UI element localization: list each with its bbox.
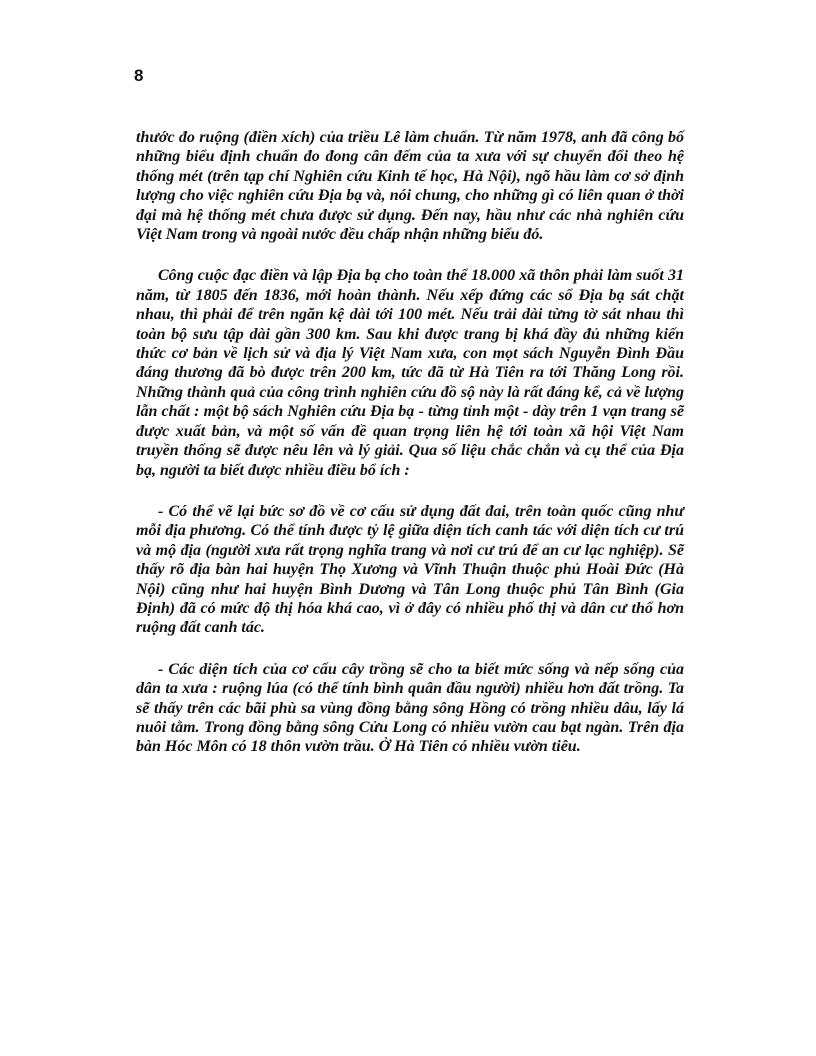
paragraph-4: - Các diện tích của cơ cấu cây trồng sẽ cho ta biết mức sống và nếp sống của dân ta xưa : ruộng lúa (có thể tính bình quân đầu người) nhiều hơn đất trồng. Ta sẽ thấy trên các bãi phù sa vùng đồng bằng sông Hồng có trồng nhiều dâu, lấy lá nuôi tằm. Trong đồng bằng sông Cửu Long có nhiều vườn cau bạt ngàn. Trên địa bàn Hóc Môn có 18 thôn vườn trầu. Ở Hà Tiên có nhiều vườn tiêu.	[136, 660, 684, 756]
paragraph-gap	[136, 638, 684, 660]
page-number: 8	[134, 66, 144, 85]
paragraph-gap	[136, 244, 684, 266]
page-body	[136, 128, 684, 757]
paragraph-3: - Có thể vẽ lại bức sơ đồ về cơ cấu sử dụng đất đai, trên toàn quốc cũng như mỗi địa phương. Có thể tính được tỷ lệ giữa diện tích canh tác với diện tích cư trú và mộ địa (người xưa rất trọng nghĩa trang và nơi cư trú để an cư lạc nghiệp). Sẽ thấy rõ địa bàn hai huyện Thọ Xương và Vĩnh Thuận thuộc phủ Hoài Đức (Hà Nội) cũng như hai huyện Bình Dương và Tân Long thuộc phủ Tân Bình (Gia Định) đã có mức độ thị hóa khá cao, vì ở đây có nhiều phố thị và dân cư thổ hơn ruộng đất canh tác.	[136, 502, 684, 637]
paragraph-2: Công cuộc đạc điền và lập Địa bạ cho toàn thể 18.000 xã thôn phải làm suốt 31 năm, từ 1805 đến 1836, mới hoàn thành. Nếu xếp đứng các sổ Địa bạ sát chặt nhau, thì phải để trên ngăn kệ dài tới 100 mét. Nếu trải dài từng tờ sát nhau thì toàn bộ sưu tập dài gần 300 km. Sau khi được trang bị khá đầy đủ những kiến thức cơ bản về lịch sử và địa lý Việt Nam xưa, con mọt sách Nguyễn Đình Đầu đáng thương đã bò được trên 200 km, tức đã từ Hà Tiên ra tới Thăng Long rồi. Những thành quả của công trình nghiên cứu đồ sộ này là rất đáng kể, cả về lượng lẫn chất : một bộ sách Nghiên cứu Địa bạ - từng tỉnh một - dày trên 1 vạn trang sẽ được xuất bản, và một số vấn đề quan trọng liên hệ tới toàn xã hội Việt Nam truyền thống sẽ được nêu lên và lý giải. Qua số liệu chắc chắn và cụ thể của Địa bạ, người ta biết được nhiều điều bổ ích :	[136, 267, 684, 479]
paragraph-1: thước đo ruộng (điền xích) của triều Lê làm chuẩn. Từ năm 1978, anh đã công bố những biểu định chuẩn đo đong cân đếm của ta xưa với sự chuyển đổi theo hệ thống mét (trên tạp chí Nghiên cứu Kinh tế học, Hà Nội), ngõ hầu làm cơ sở định lượng cho việc nghiên cứu Địa bạ và, nói chung, cho những gì có liên quan ở thời đại mà hệ thống mét chưa được sử dụng. Đến nay, hầu như các nhà nghiên cứu Việt Nam trong và ngoài nước đều chấp nhận những biểu đó.	[136, 129, 684, 244]
paragraph-gap	[136, 480, 684, 502]
